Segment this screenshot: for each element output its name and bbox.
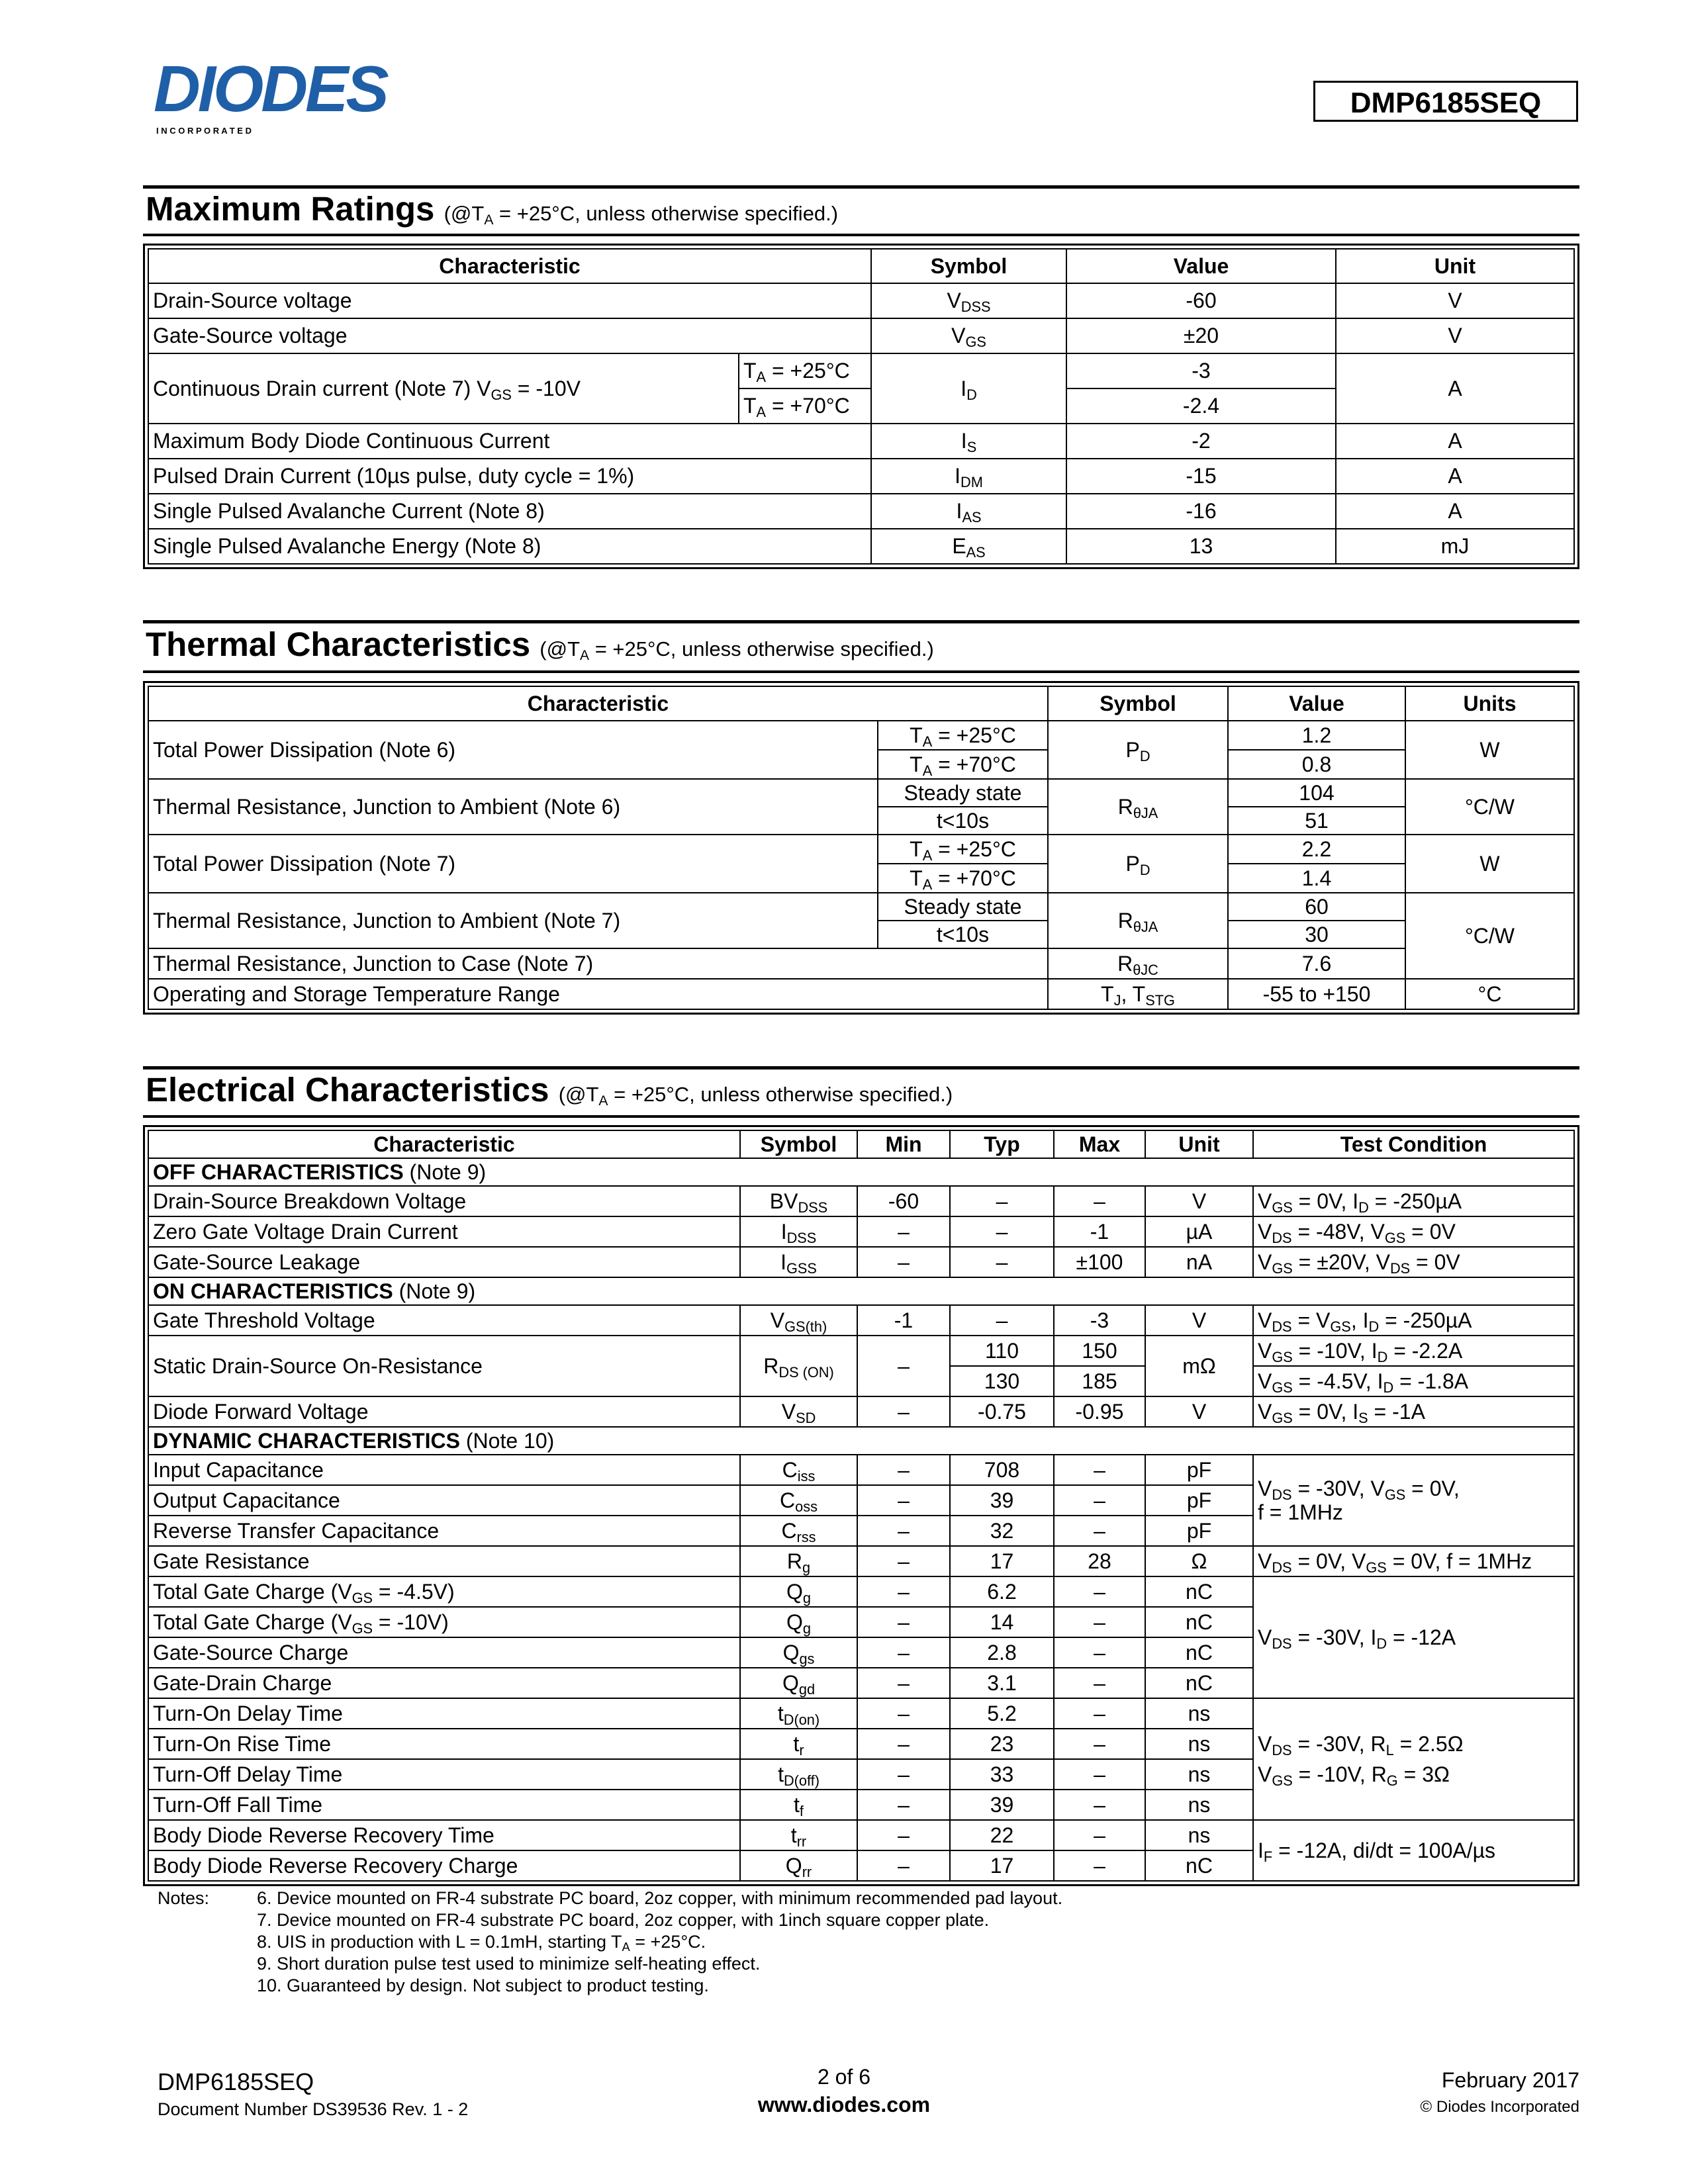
- table-row: Pulsed Drain Current (10µs pulse, duty cycle = 1%) $I_{DM}$ -15 A: [148, 459, 1574, 494]
- section-rule: [143, 1115, 1579, 1118]
- svg-text:DIODES: DIODES: [154, 60, 387, 125]
- col-header-unit: Unit: [1336, 249, 1574, 283]
- table-row: Gate Resistance $R_g$ – 17 28 Ω $V_{DS} = 0V$, $V_{GS} = 0V$, f = 1MHz: [148, 1546, 1574, 1576]
- table-row: Static Drain-Source On-Resistance $R_{DS (ON)}$ – 110 150 mΩ $V_{GS} = -10V$, $I_D = -2.2A$: [148, 1336, 1574, 1366]
- table-row: Output Capacitance $C_{oss}$ – 39 – pF: [148, 1485, 1574, 1516]
- table-row: Thermal Resistance, Junction to Ambient (Note 6) Steady state $R_{\theta JA}$ 104 °C/W: [148, 779, 1574, 807]
- table-row: Input Capacitance $C_{iss}$ – 708 – pF $V_{DS} = -30V$, $V_{GS} = 0V$, f = 1MHz: [148, 1455, 1574, 1485]
- table-row: Turn-Off Fall Time $t_f$ – 39 – ns: [148, 1790, 1574, 1820]
- table-row: t<10s 30: [148, 921, 1574, 948]
- footer-date: February 2017: [1441, 2068, 1579, 2092]
- table-row: Thermal Resistance, Junction to Case (Note 7) $R_{\theta JC}$ 7.6: [148, 948, 1574, 979]
- table-row: Body Diode Reverse Recovery Time $t_{rr}$ – 22 – ns $I_F = -12A$, di/dt = 100A/µs: [148, 1820, 1574, 1850]
- note-10: 10. Guaranteed by design. Not subject to product testing.: [257, 1976, 709, 1995]
- col-header-characteristic: Characteristic: [148, 1130, 740, 1158]
- footer-page-number: 2 of 6: [817, 2065, 871, 2089]
- notes-list: [257, 1888, 1448, 1997]
- table-row: Gate-Source voltage $V_{GS}$ ±20 V: [148, 318, 1574, 353]
- section-rule: [143, 234, 1579, 236]
- table-row: Thermal Resistance, Junction to Ambient (Note 7) Steady state $R_{\theta JA}$ 60 °C/W: [148, 893, 1574, 921]
- note-9: 9. Short duration pulse test used to minimize self-heating effect.: [257, 1954, 761, 1974]
- table-row: Gate-Source Leakage $I_{GSS}$ – – ±100 nA $V_{GS} = \pm 20V$, $V_{DS} = 0V$: [148, 1247, 1574, 1277]
- table-row: Drain-Source voltage $V_{DSS}$ -60 V: [148, 283, 1574, 318]
- table-row: Single Pulsed Avalanche Current (Note 8) $I_{AS}$ -16 A: [148, 494, 1574, 529]
- notes-label: Notes:: [158, 1888, 210, 1908]
- col-header-symbol: Symbol: [740, 1130, 857, 1158]
- category-row: ON CHARACTERISTICS (Note 9): [148, 1277, 1574, 1305]
- col-header-symbol: Symbol: [1048, 686, 1228, 721]
- category-row: DYNAMIC CHARACTERISTICS (Note 10): [148, 1427, 1574, 1455]
- section-rule: [143, 670, 1579, 673]
- table-row: $T_A = +70^\circ C$ 1.4: [148, 864, 1574, 893]
- table-row: Body Diode Reverse Recovery Charge $Q_{rr}$ – 17 – nC: [148, 1850, 1574, 1881]
- table-row: Zero Gate Voltage Drain Current $I_{DSS}$ – – -1 µA $V_{DS} = -48V$, $V_{GS} = 0V$: [148, 1216, 1574, 1247]
- table-row: Maximum Body Diode Continuous Current $I_S$ -2 A: [148, 424, 1574, 459]
- table-row: $T_A = +70^\circ C$ 0.8: [148, 750, 1574, 779]
- table-row: Total Gate Charge $(V_{GS} = -10V)$ $Q_g$ – 14 – nC: [148, 1607, 1574, 1637]
- diodes-logo-graphic: [154, 60, 458, 139]
- table-row: Gate Threshold Voltage $V_{GS(th)}$ -1 – -3 V $V_{DS} = V_{GS}$, $I_D = -250\mu A$: [148, 1305, 1574, 1336]
- footer-document-number: Document Number DS39536 Rev. 1 - 2: [158, 2099, 469, 2119]
- electrical-title: Electrical Characteristics ($@T_A = +25^\circ C$, unless otherwise specified.): [146, 1071, 953, 1109]
- note-6: 6. Device mounted on FR-4 substrate PC board, 2oz copper, with minimum recommended pad layout.: [257, 1888, 1063, 1908]
- col-header-value: Value: [1066, 249, 1336, 283]
- section-rule: [143, 620, 1579, 623]
- section-rule: [143, 1066, 1579, 1069]
- table-row: 130 185 $V_{GS} = -4.5V$, $I_D = -1.8A$: [148, 1366, 1574, 1396]
- table-row: Operating and Storage Temperature Range $T_J$, $T_{STG}$ -55 to +150 °C: [148, 979, 1574, 1009]
- col-header-typ: Typ: [950, 1130, 1054, 1158]
- thermal-table: [143, 681, 1579, 1015]
- table-row: Turn-On Rise Time $t_r$ – 23 – ns: [148, 1729, 1574, 1759]
- col-header-unit: Unit: [1145, 1130, 1253, 1158]
- col-header-max: Max: [1054, 1130, 1145, 1158]
- electrical-table: [143, 1125, 1579, 1886]
- col-header-characteristic: Characteristic: [148, 686, 1048, 721]
- note-7: 7. Device mounted on FR-4 substrate PC board, 2oz copper, with 1inch square copper plate.: [257, 1910, 990, 1930]
- footer-website-link[interactable]: www.diodes.com: [757, 2093, 931, 2116]
- col-header-value: Value: [1228, 686, 1405, 721]
- footer-copyright: © Diodes Incorporated: [1420, 2098, 1579, 2116]
- table-row: Reverse Transfer Capacitance $C_{rss}$ – 32 – pF: [148, 1516, 1574, 1546]
- table-row: t<10s 51: [148, 807, 1574, 835]
- thermal-title: Thermal Characteristics ($@T_A = +25^\circ C$, unless otherwise specified.): [146, 625, 934, 663]
- table-row: Turn-On Delay Time $t_{D(on)}$ – 5.2 – ns $V_{DS} = -30V$, $R_L = 2.5\Omega$ $V_{GS} = -10V$, $R_G = 3\Omega$: [148, 1698, 1574, 1729]
- diodes-logo: [154, 60, 458, 139]
- max-ratings-title: Maximum Ratings ($@T_A = +25^\circ C$, unless otherwise specified.): [146, 190, 839, 228]
- max-ratings-table: [143, 244, 1579, 569]
- footer-part-number: DMP6185SEQ: [158, 2068, 314, 2095]
- table-row: Gate-Source Charge $Q_{gs}$ – 2.8 – nC: [148, 1637, 1574, 1668]
- col-header-symbol: Symbol: [871, 249, 1066, 283]
- col-header-min: Min: [857, 1130, 950, 1158]
- table-row: Drain-Source Breakdown Voltage $BV_{DSS}$ -60 – – V $V_{GS} = 0V$, $I_D = -250\mu A$: [148, 1186, 1574, 1216]
- col-header-characteristic: Characteristic: [148, 249, 871, 283]
- table-row: Single Pulsed Avalanche Energy (Note 8) $E_{AS}$ 13 mJ: [148, 529, 1574, 564]
- col-header-test-condition: Test Condition: [1253, 1130, 1574, 1158]
- note-8: 8. UIS in production with L = 0.1mH, starting $T_A = +25^\circ C$.: [257, 1932, 706, 1954]
- table-row: $T_A = +70^\circ C$ -2.4: [148, 388, 1574, 424]
- section-rule: [143, 185, 1579, 189]
- table-row: Total Power Dissipation (Note 7) $T_A = +25^\circ C$ $P_D$ 2.2 W: [148, 835, 1574, 864]
- col-header-units: Units: [1405, 686, 1574, 721]
- table-row: Total Gate Charge $(V_{GS} = -4.5V)$ $Q_g$ – 6.2 – nC $V_{DS} = -30V$, $I_D = -12A$: [148, 1576, 1574, 1607]
- table-row: Turn-Off Delay Time $t_{D(off)}$ – 33 – ns: [148, 1759, 1574, 1790]
- category-row: OFF CHARACTERISTICS (Note 9): [148, 1158, 1574, 1186]
- table-row: Continuous Drain current (Note 7) $V_{GS} = -10V$ $T_A = +25^\circ C$ $I_D$ -3 A: [148, 353, 1574, 388]
- table-row: Total Power Dissipation (Note 6) $T_A = +25^\circ C$ $P_D$ 1.2 W: [148, 721, 1574, 750]
- part-number-box: DMP6185SEQ: [1313, 81, 1578, 122]
- table-row: Gate-Drain Charge $Q_{gd}$ – 3.1 – nC: [148, 1668, 1574, 1698]
- svg-text:I N C O R: I N C O R P O R A T E D: [156, 126, 252, 136]
- table-row: Diode Forward Voltage $V_{SD}$ – -0.75 -0.95 V $V_{GS} = 0V$, $I_S = -1A$: [148, 1396, 1574, 1427]
